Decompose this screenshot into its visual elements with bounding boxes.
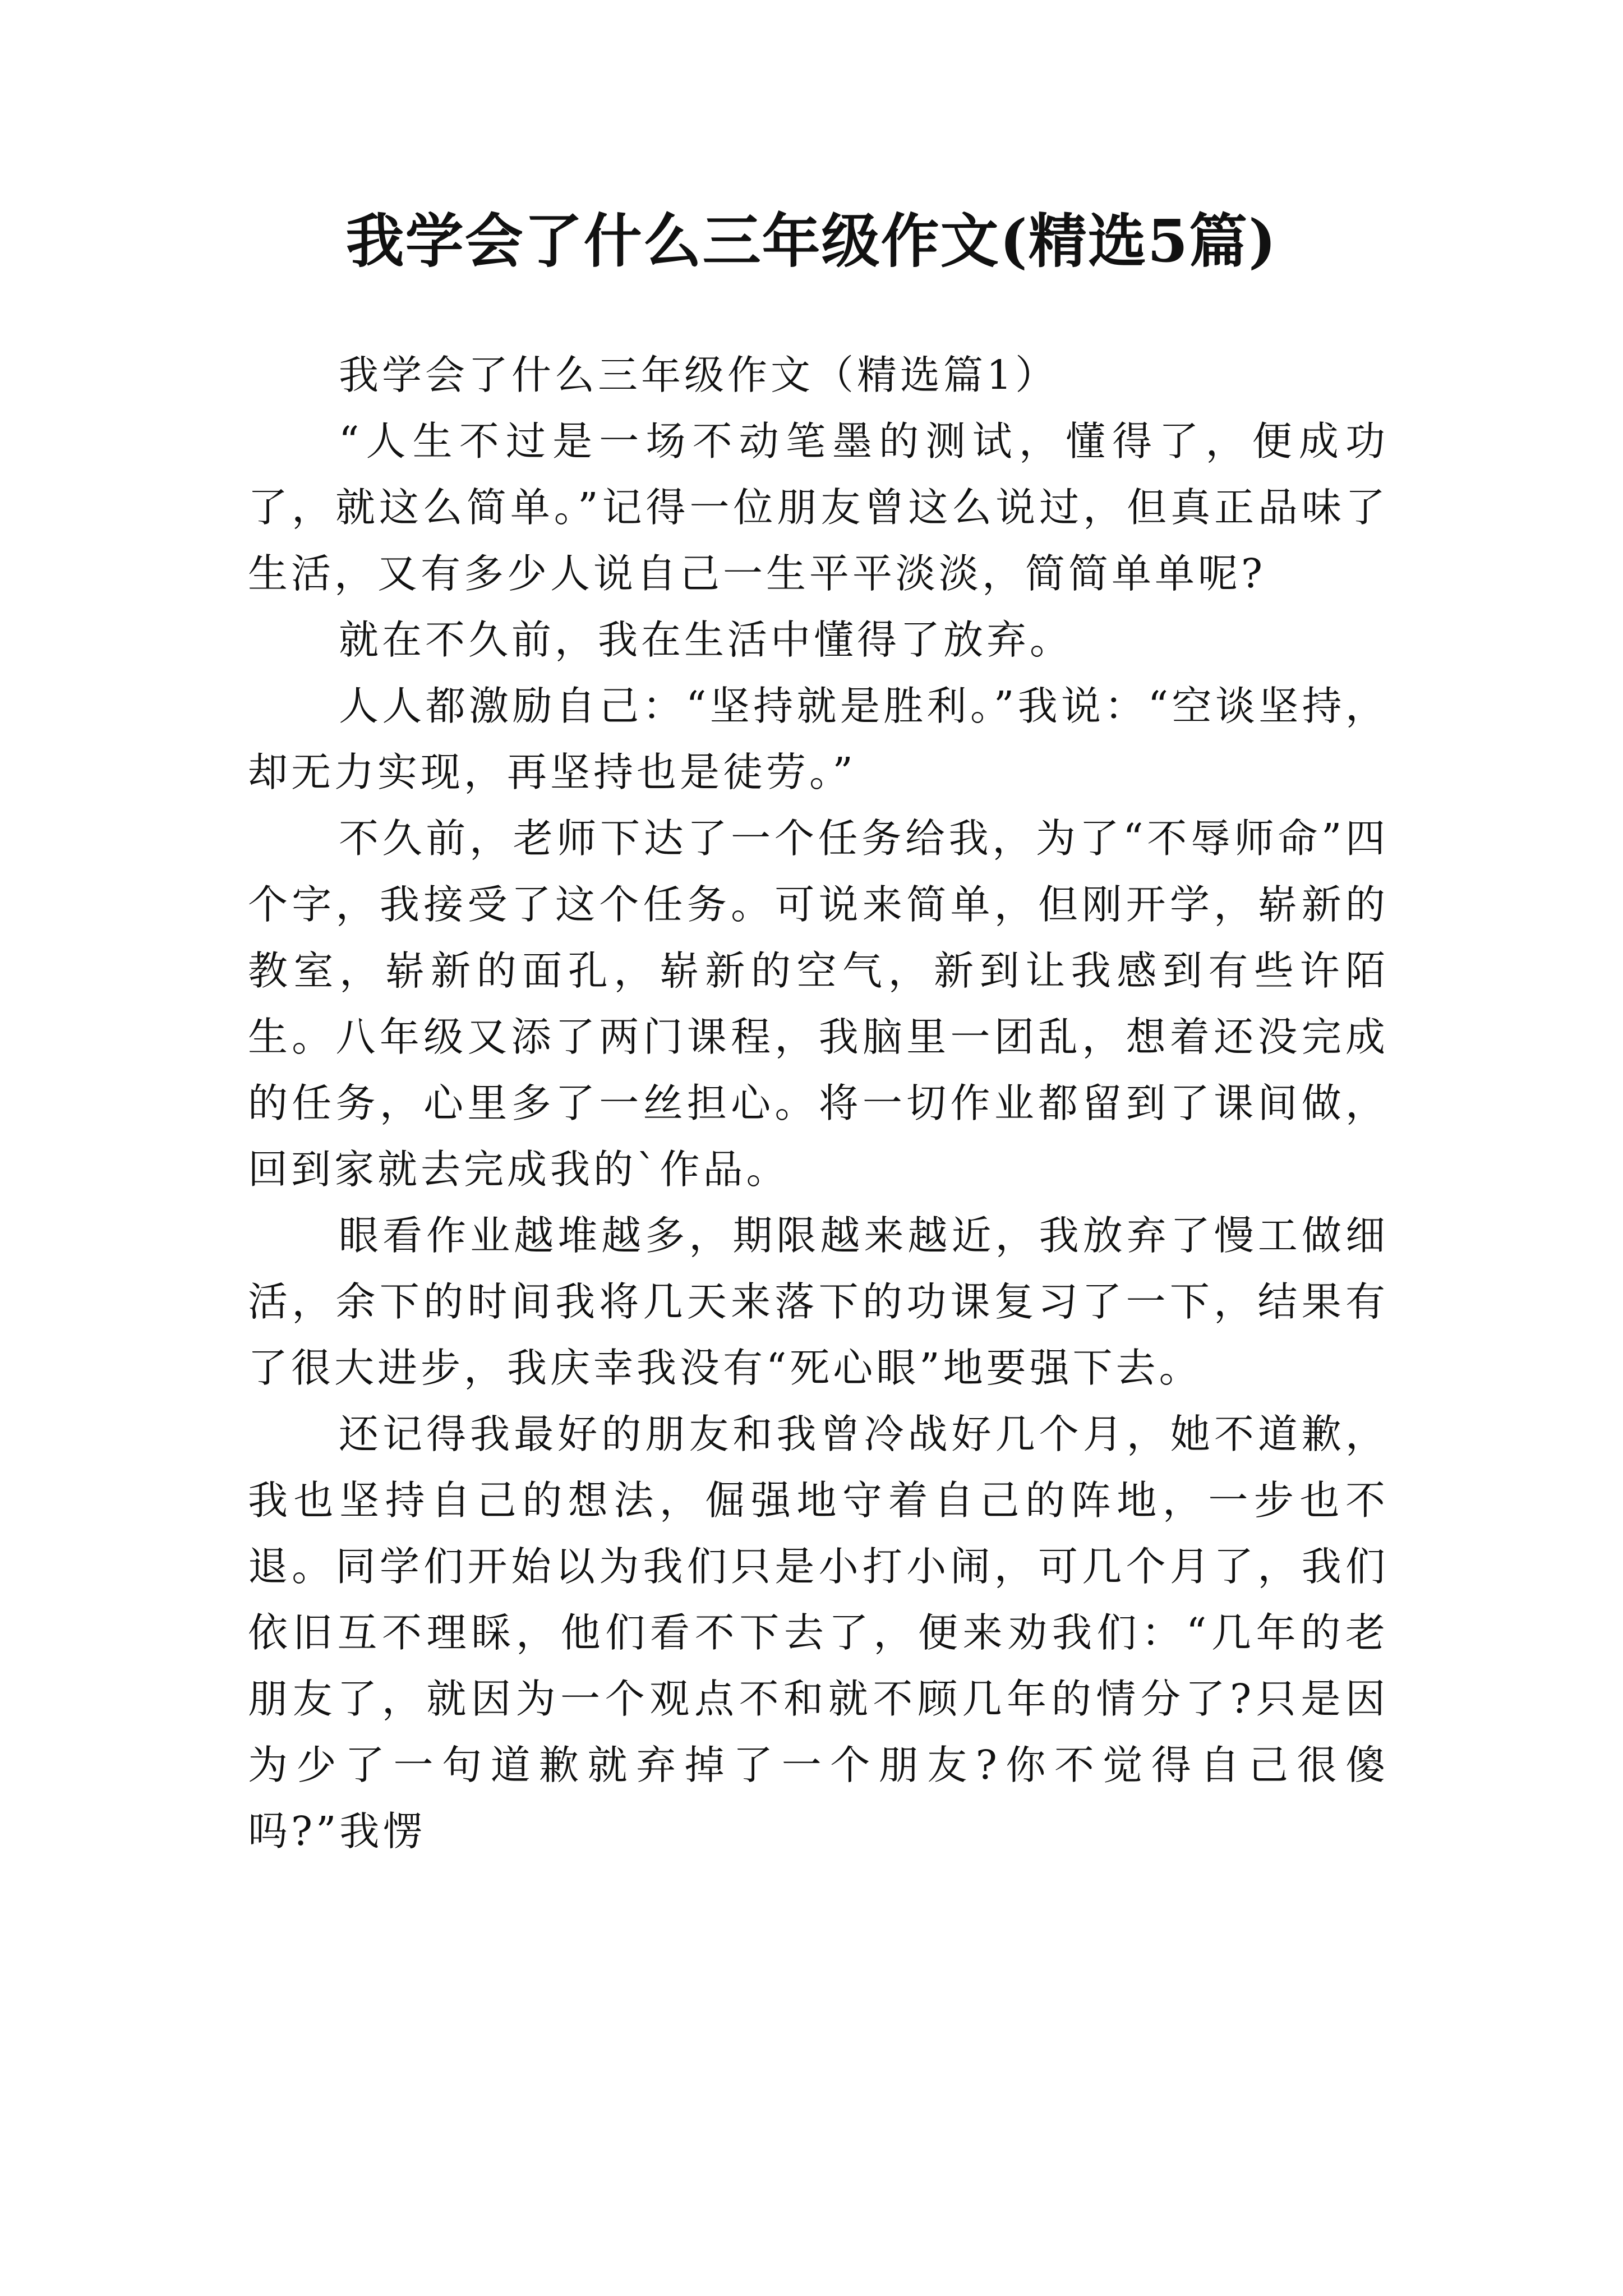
- paragraph: 还记得我最好的朋友和我曾冷战好几个月，她不道歉，我也坚持自己的想法，倔强地守着自己的阵地，一步也不退。同学们开始以为我们只是小打小闹，可几个月了，我们依旧互不理睬，他们看不下去了，便来劝我们：“几年的老朋友了，就因为一个观点不和就不顾几年的情分了?只是因为少了一句道歉就弃掉了一个朋友?你不觉得自己很傻吗?”我愣: [248, 1411, 1389, 1855]
- paragraph: 不久前，老师下达了一个任务给我，为了“不辱师命”四个字，我接受了这个任务。可说来简单，但刚开学，崭新的教室，崭新的面孔，崭新的空气，新到让我感到有些许陌生。八年级又添了两门课程，我脑里一团乱，想着还没完成的任务，心里多了一丝担心。将一切作业都留到了课间做，回到家就去完成我的`作品。: [248, 815, 1389, 1193]
- section-heading: 我学会了什么三年级作文（精选篇1）: [339, 352, 1059, 398]
- paragraph: 就在不久前，我在生活中懂得了放弃。: [339, 616, 1073, 663]
- document-title: 我学会了什么三年级作文(精选5篇): [345, 206, 1278, 275]
- paragraph: 人人都激励自己：“坚持就是胜利。”我说：“空谈坚持，却无力实现，再坚持也是徒劳。”: [248, 683, 1389, 795]
- paragraph: 眼看作业越堆越多，期限越来越近，我放弃了慢工做细活，余下的时间我将几天来落下的功课复习了一下，结果有了很大进步，我庆幸我没有“死心眼”地要强下去。: [248, 1212, 1389, 1391]
- paragraph: “人生不过是一场不动笔墨的测试，懂得了，便成功了，就这么简单。”记得一位朋友曾这么说过，但真正品味了生活，又有多少人说自己一生平平淡淡，简简单单呢?: [248, 418, 1389, 597]
- document-body: [248, 342, 1389, 1865]
